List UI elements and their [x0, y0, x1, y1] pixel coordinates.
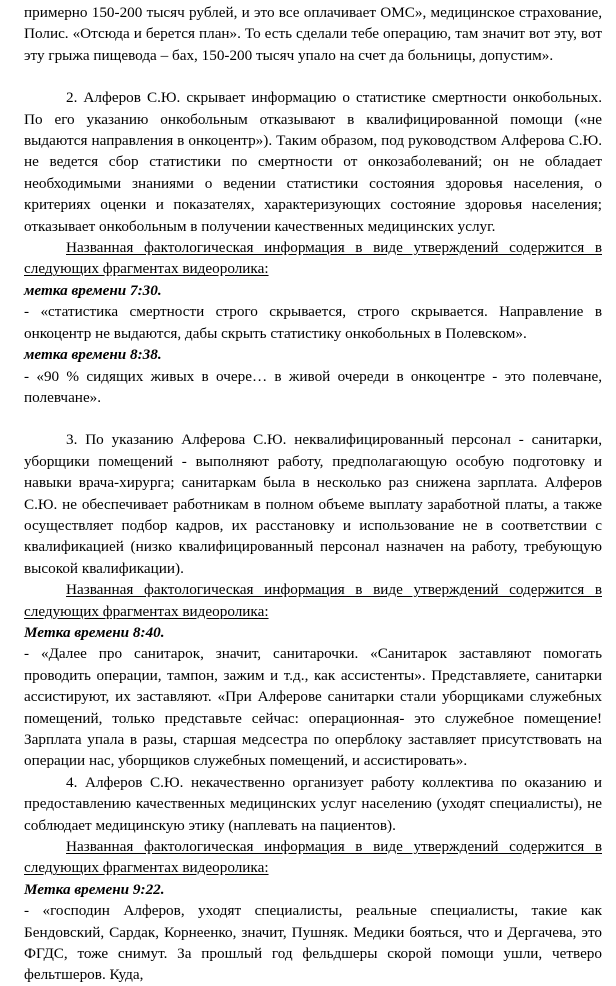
item-4-quote: - «господин Алферов, уходят специалисты, реальные специалисты, такие как Бендовский, Сардак, Корнеенко, значит, Пушняк. Медики бояться, что и Дергачева, это ФГДС, тоже снимут. За прошлый год фельдшеры скорой помощи ушли, четверо фельтшеров. Куда,	[24, 902, 602, 984]
item-3-timestamp: Метка времени 8:40.	[24, 623, 165, 641]
item-2-quote-1: - «статистика смертности строго скрывается, строго скрывается. Направление в онкоцентр не выдаются, дабы скрыть статистику онкобольных в Полевском».	[24, 303, 602, 342]
item-2-timestamp-1: метка времени 7:30.	[24, 281, 162, 299]
paragraph-gap	[24, 408, 602, 429]
item-3-heading: Названная фактологическая информация в виде утверждений содержится в следующих фрагментах видеоролика:	[24, 581, 602, 620]
paragraph-intro: примерно 150-200 тысяч рублей, и это все оплачивает ОМС», медицинское страхование, Полис. «Отсюда и берется план». То есть сделали тебе операцию, там значит вот эту, вот эту грыжа пищевода – бах, 150-200 тысяч упало на счет да больницы, допустим».	[24, 4, 602, 64]
item-4-timestamp: Метка времени 9:22.	[24, 880, 165, 898]
item-2-text: 2. Алферов С.Ю. скрывает информацию о статистике смертности онкобольных. По его указанию онкобольным отказывают в квалифицированной помощи («не выдаются направления в онкоцентр»). Таким образом, под руководством Алферова С.Ю. не ведется сбор статистики по смертности от онкозаболеваний; он не обладает необходимыми знаниями о ведении статистики состояния здоровья населения, о критериях оценки и показателях, характеризующих состояние здоровья населения; отказывает онкобольным в получении качественных медицинских услуг.	[24, 89, 602, 235]
item-2-heading: Названная фактологическая информация в виде утверждений содержится в следующих фрагментах видеоролика:	[24, 239, 602, 278]
paragraph-gap	[24, 66, 602, 87]
item-4-text: 4. Алферов С.Ю. некачественно организует работу коллектива по оказанию и предоставлению качественных медицинских услуг населению (уходят специалисты), не соблюдает медицинскую этику (наплевать на пациентов).	[24, 773, 602, 834]
item-2-timestamp-2: метка времени 8:38.	[24, 346, 162, 364]
item-4-heading: Названная фактологическая информация в виде утверждений содержится в следующих фрагментах видеоролика:	[24, 838, 602, 877]
item-3-quote: - «Далее про санитарок, значит, санитарочки. «Санитарок заставляют помогать проводить операции, тампон, зажим и т.д., как ассистенты». Представляете, санитарки ассистируют, их заставляют. «При Алферове санитарки стали уборщиками служебных помещений, только представьте сейчас: операционная- это служебное помещение! Зарплата упала в разы, старшая медсестра по оперблоку заставляет присутствовать на операции нас, уборщиков служебных помещений, и ассистировать».	[24, 645, 602, 770]
item-3-text: 3. По указанию Алферова С.Ю. неквалифицированный персонал - санитарки, уборщики помещений - выполняют работу, предполагающую особую подготовку и навыки врача-хирурга; санитаркам была в несколько раз снижена зарплата. Алферов С.Ю. не обеспечивает работникам в полном объеме выплату заработной платы, а также осуществляет подбор кадров, их расстановку и использование не в соответствии с квалификацией (низко квалифицированный персонал назначен на работу, требующую высокой квалификации).	[24, 431, 602, 577]
item-2-quote-2: - «90 % сидящих живых в очере… в живой очереди в онкоцентре - это полевчане, полевчане».	[24, 367, 602, 406]
